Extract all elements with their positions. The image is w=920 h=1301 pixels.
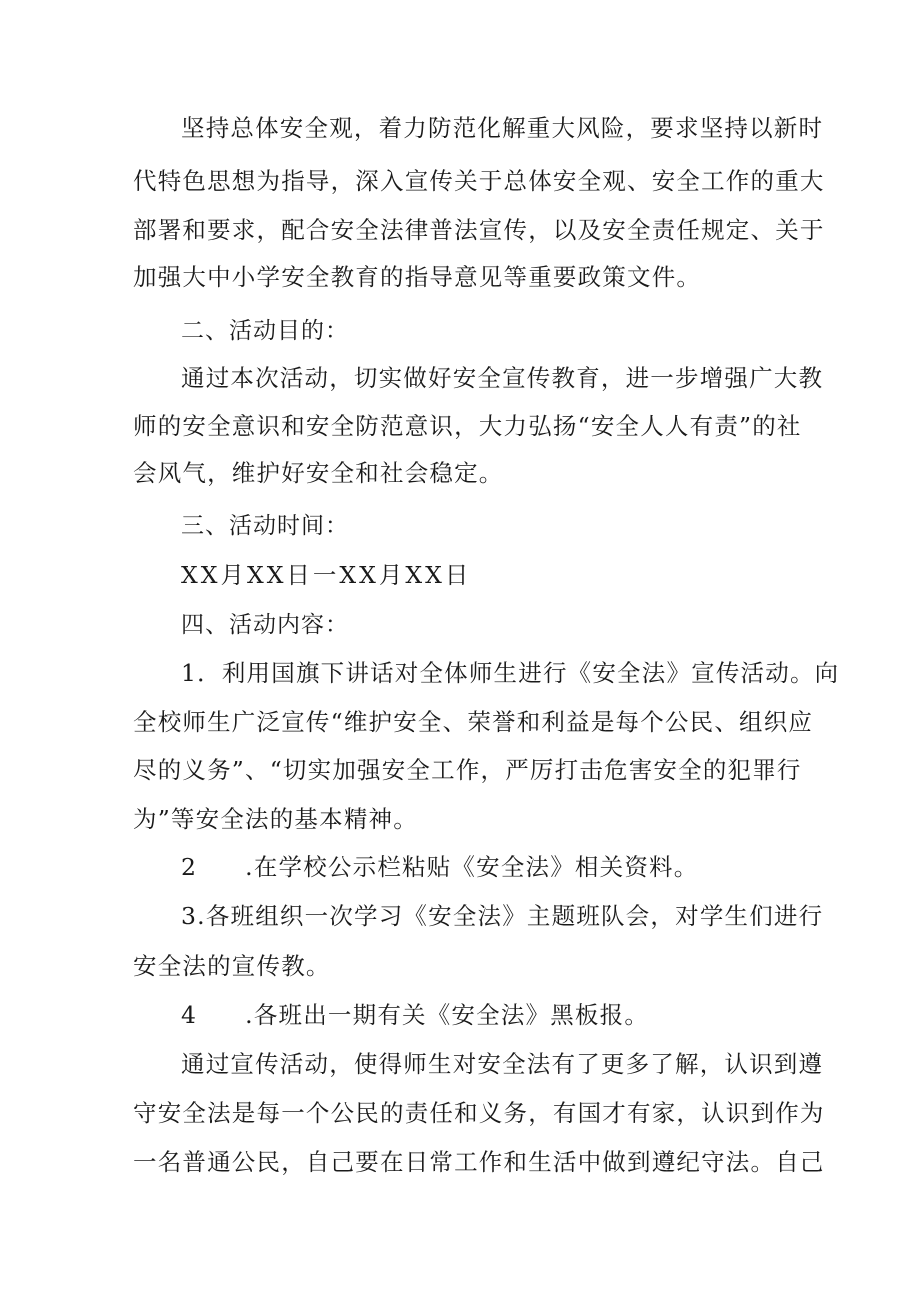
list-item-line: 全校师生广泛宣传“维护安全、荣誉和利益是每个公民、组织应	[133, 708, 814, 736]
paragraph-line: 坚持总体安全观，着力防范化解重大风险，要求坚持以新时	[181, 114, 824, 142]
paragraph-line: 一名普通公民，自己要在日常工作和生活中做到遵纪守法。自己	[133, 1148, 825, 1176]
paragraph-line: 代特色思想为指导，深入宣传关于总体安全观、安全工作的重大	[133, 167, 825, 195]
list-item-number: 2	[181, 853, 198, 881]
paragraph-line: 师的安全意识和安全防范意识，大力弘扬“安全人人有责”的社	[133, 412, 802, 440]
section-heading: 四、活动内容：	[181, 612, 349, 638]
list-item	[181, 1001, 793, 1029]
list-item	[181, 853, 793, 881]
list-item-line: 1．利用国旗下讲话对全体师生进行《安全法》宣传活动。向	[181, 659, 840, 687]
section-heading: 三、活动时间：	[181, 513, 349, 539]
list-item-line: 为”等安全法的基本精神。	[133, 805, 418, 833]
list-item-number: 4	[181, 1001, 198, 1029]
section-heading: 二、活动目的：	[181, 318, 349, 344]
date-range: XX月XX日一XX月XX日	[181, 561, 472, 589]
list-item-line: 尽的义务”、“切实加强安全工作，严厉打击危害安全的犯罪行	[133, 756, 802, 784]
paragraph-line: 通过宣传活动，使得师生对安全法有了更多了解，认识到遵	[181, 1050, 824, 1078]
paragraph-line: 通过本次活动，切实做好安全宣传教育，进一步增强广大教	[181, 364, 824, 392]
paragraph-line: 加强大中小学安全教育的指导意见等重要政策文件。	[133, 263, 702, 291]
list-item-line: 3.各班组织一次学习《安全法》主题班队会，对学生们进行	[181, 902, 824, 930]
paragraph-line: 守安全法是每一个公民的责任和义务，有国才有家，认识到作为	[133, 1099, 825, 1127]
paragraph-line: 会风气，维护好安全和社会稳定。	[133, 459, 504, 487]
list-item-text: .各班出一期有关《安全法》黑板报。	[245, 1001, 650, 1029]
paragraph-line: 部署和要求，配合安全法律普法宣传，以及安全责任规定、关于	[133, 216, 825, 244]
list-item-line: 安全法的宣传教。	[133, 952, 331, 980]
list-item-text: .在学校公示栏粘贴《安全法》相关资料。	[245, 853, 699, 881]
